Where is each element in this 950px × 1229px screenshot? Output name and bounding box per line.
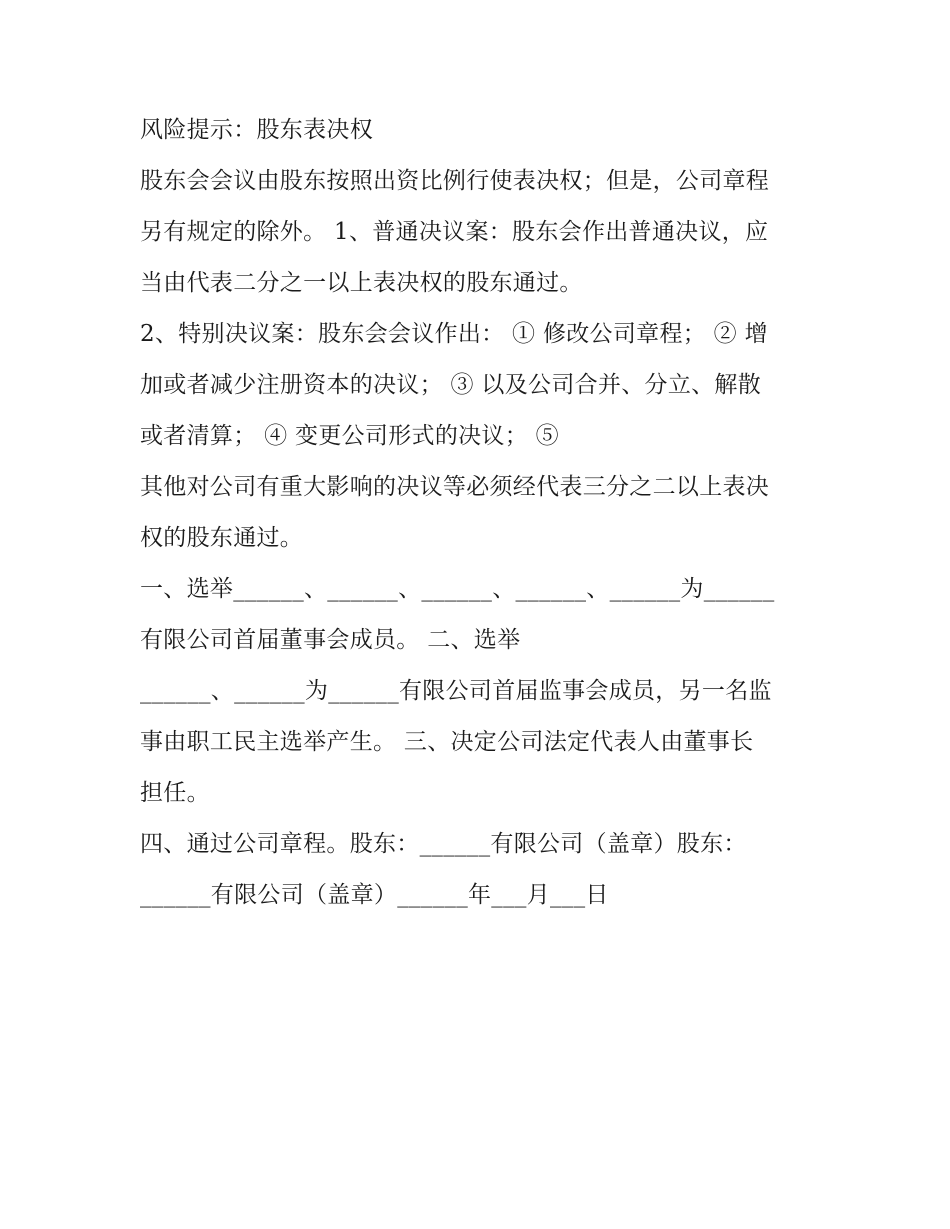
paragraph-line: 权的股东通过。: [140, 525, 304, 551]
resolution-line: 有限公司首届董事会成员。 二、选举: [140, 627, 521, 653]
resolution-line: 事由职工民主选举产生。 三、决定公司法定代表人由董事长: [140, 729, 754, 755]
paragraph-line: 当由代表二分之一以上表决权的股东通过。: [140, 270, 583, 296]
resolution-line: 担任。: [140, 780, 210, 806]
resolution-line: ______、______为______有限公司首届监事会成员，另一名监: [140, 678, 772, 704]
paragraph-line: 加或者减少注册资本的决议； ③ 以及公司合并、分立、解散: [140, 372, 762, 398]
signature-date-line: ______有限公司（盖章）______年___月___日: [140, 882, 609, 908]
document-body: [140, 105, 820, 921]
signature-line: 四、通过公司章程。股东：______有限公司（盖章）股东：: [140, 831, 747, 857]
paragraph-line: 另有规定的除外。 1、普通决议案：股东会作出普通决议，应: [140, 219, 769, 245]
paragraph-line: 或者清算； ④ 变更公司形式的决议； ⑤: [140, 423, 559, 449]
resolution-line: 一、选举______、______、______、______、______为______: [140, 576, 775, 602]
paragraph-line: 其他对公司有重大影响的决议等必须经代表三分之二以上表决: [140, 474, 770, 500]
paragraph-line: 股东会会议由股东按照出资比例行使表决权；但是，公司章程: [140, 168, 770, 194]
risk-heading: 风险提示：股东表决权: [140, 117, 373, 143]
paragraph-line: 2、特别决议案：股东会会议作出： ① 修改公司章程； ② 增: [140, 321, 768, 347]
